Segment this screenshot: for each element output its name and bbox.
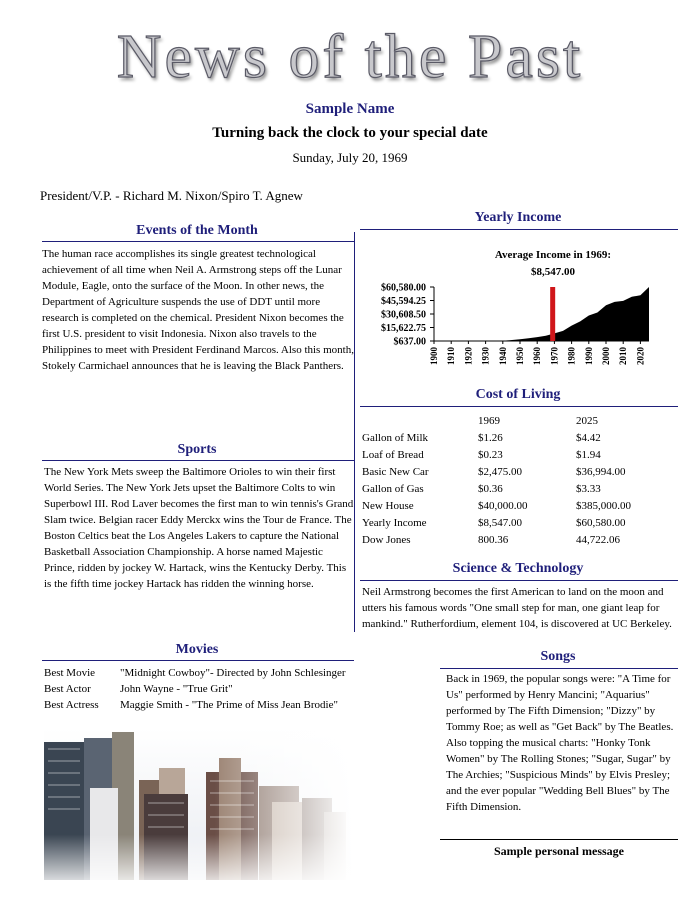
chart-title-line2: $8,547.00 (531, 266, 575, 278)
cost-then: $0.23 (478, 448, 503, 461)
cost-now: $385,000.00 (576, 499, 631, 512)
cost-now: $1.94 (576, 448, 601, 461)
events-rule (42, 241, 354, 242)
x-tick-label: 1920 (463, 347, 474, 365)
x-tick-label: 1950 (515, 347, 525, 365)
income-rule (360, 229, 678, 230)
cost-table (362, 412, 676, 548)
cost-then: $40,000.00 (478, 499, 528, 512)
x-tick-label: 2010 (618, 347, 629, 365)
movie-label: Best Actor (44, 683, 91, 695)
message-rule (440, 839, 678, 840)
table-row (362, 446, 676, 463)
events-text: The human race accomplishes its single greatest technological achievement of all time when Neil A. Armstrong steps off the Lunar Module, Eagle, onto the surface of the Moon. In other news, the Department of Agriculture suspends the use of DDT until more research is completed on the chemical. President Nixon becomes the first U.S. president to visit Indonesia. Nixon also travels to the Philippines to meet with President Ferdinand Marcos. Also this month, Stokely Carmichael announces that he is leaving the Black Panthers. (42, 248, 354, 372)
events-title: Events of the Month (136, 223, 258, 238)
y-tick-label: $45,594.25 (381, 296, 426, 307)
table-header-row (362, 412, 676, 429)
table-row (44, 665, 346, 681)
movies-rule (42, 660, 354, 661)
cost-then: 800.36 (478, 533, 509, 546)
movie-value: John Wayne - "True Grit" (120, 683, 233, 695)
x-tick-label: 1930 (480, 347, 491, 365)
sports-text: The New York Mets sweep the Baltimore Orioles to win their first World Series. The New York Jets upset the Baltimore Colts to win Superbowl III. Rod Laver becomes the first man to win tennis's Grand Slam twice. Belgian racer Eddy Merckx wins the Tour de France. The Boston Celtics beat the Los Angeles Lakers to capture the National Basketball Association Championship. A horse named Majestic Prince, ridden by jockey W. Hartack, wins the Kentucky Derby. This is the fifth time jockey Hartack has ridden the winning horse. (44, 466, 354, 590)
cost-item: Dow Jones (362, 533, 411, 546)
movies-title: Movies (175, 642, 219, 657)
cost-then: $0.36 (478, 482, 503, 495)
cost-now: $3.33 (576, 482, 601, 495)
x-tick-label: 1900 (429, 347, 439, 365)
cost-now: $60,580.00 (576, 516, 626, 529)
cost-header-blank (362, 412, 478, 429)
y-tick-label: $30,608.50 (381, 309, 426, 321)
personal-message: Sample personal message (494, 844, 624, 858)
table-row (44, 697, 346, 713)
cost-item: Gallon of Gas (362, 482, 424, 495)
cost-then: $8,547.00 (478, 516, 522, 529)
table-row (362, 497, 676, 514)
y-tick-label: $15,622.75 (381, 323, 426, 334)
masthead-title: News of the Past (116, 23, 584, 91)
president-line: President/V.P. - Richard M. Nixon/Spiro T. Agnew (40, 188, 303, 203)
cost-rule (360, 406, 678, 407)
table-row (362, 429, 676, 446)
table-row (362, 514, 676, 531)
chart-title-line1: Average Income in 1969: (494, 249, 612, 261)
income-chart (358, 280, 658, 380)
x-tick-label: 1960 (532, 347, 543, 365)
x-tick-label: 1980 (566, 347, 577, 365)
songs-title: Songs (540, 649, 576, 664)
science-text: Neil Armstrong becomes the first American to land on the moon and utters his famous words "One small step for man, one giant leap for mankind." Rutherfordium, element 104, is discovered at UC Berkeley. (362, 586, 672, 630)
x-tick-label: 2000 (601, 347, 611, 365)
cost-header-1969: 1969 (478, 414, 500, 427)
science-title: Science & Technology (452, 561, 584, 576)
sample-name: Sample Name (305, 101, 395, 117)
y-tick-label: $637.00 (393, 336, 426, 348)
city-skyline-image (44, 728, 354, 880)
income-area-series (434, 287, 649, 341)
cost-then: $2,475.00 (478, 465, 522, 478)
x-tick-label: 1910 (446, 347, 457, 365)
cost-item: Yearly Income (362, 516, 427, 529)
cost-header-2025: 2025 (576, 414, 598, 427)
cost-then: $1.26 (478, 431, 503, 444)
movies-table (44, 665, 346, 713)
sports-title: Sports (177, 442, 217, 457)
cost-item: Basic New Car (362, 465, 429, 478)
songs-text: Back in 1969, the popular songs were: "A Time for Us" performed by Henry Mancini; "Aquarius" performed by The Fifth Dimension; "Dizzy" by Tommy Roe; as well as "Get Back" by The Beatles. Also topping the musical charts: "Honky Tonk Women" by The Rolling Stones; "Sugar, Sugar" by The Archies; "Suspicious Minds" by Elvis Presley; and the ever popular "Wedding Bell Blues" by The Fifth Dimension. (446, 673, 674, 813)
x-tick-label: 1970 (549, 347, 560, 365)
table-row (362, 480, 676, 497)
songs-rule (440, 668, 678, 669)
x-tick-label: 1990 (583, 347, 594, 365)
table-row (362, 463, 676, 480)
income-title: Yearly Income (474, 210, 562, 225)
movie-label: Best Movie (44, 667, 96, 679)
movie-value: "Midnight Cowboy"- Directed by John Schlesinger (120, 667, 346, 679)
movie-value: Maggie Smith - "The Prime of Miss Jean Brodie" (120, 699, 338, 711)
cost-item: Loaf of Bread (362, 448, 424, 461)
movie-label: Best Actress (44, 699, 99, 711)
sports-rule (42, 460, 354, 461)
cost-now: $36,994.00 (576, 465, 626, 478)
cost-now: 44,722.06 (576, 533, 620, 546)
table-row (44, 681, 346, 697)
cost-title: Cost of Living (475, 387, 561, 402)
cost-item: New House (362, 499, 414, 512)
cost-item: Gallon of Milk (362, 431, 428, 444)
table-row (362, 531, 676, 548)
x-tick-label: 1940 (497, 347, 508, 365)
x-tick-label: 2020 (635, 347, 646, 365)
y-tick-label: $60,580.00 (381, 282, 426, 294)
date-line: Sunday, July 20, 1969 (292, 150, 408, 165)
science-rule (360, 580, 678, 581)
tagline: Turning back the clock to your special date (212, 125, 488, 141)
cost-now: $4.42 (576, 431, 601, 444)
